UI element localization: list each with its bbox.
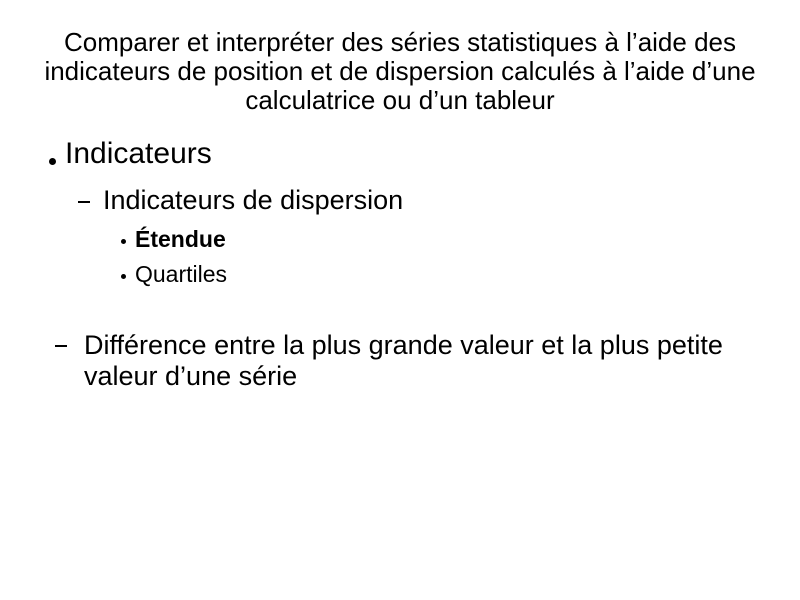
bullet-dot-icon bbox=[121, 239, 126, 244]
bullet-dash-icon bbox=[55, 345, 67, 347]
outline-item-indicateurs-de-dispersion: Indicateurs de dispersion bbox=[103, 185, 404, 215]
outline-item-etendue: Étendue bbox=[135, 226, 226, 252]
bullet-dot-icon bbox=[49, 158, 56, 165]
outline-item-etendue-definition: Différence entre la plus grande valeur et la plus petite valeur d’une série bbox=[84, 330, 723, 391]
outline-item-indicateurs: Indicateurs bbox=[65, 137, 212, 170]
bullet-dash-icon bbox=[78, 201, 90, 203]
bullet-dot-icon bbox=[121, 274, 126, 279]
slide-title: Comparer et interpréter des séries statistiques à l’aide des indicateurs de position et de dispersion calculés à l’aide d’une calculatrice ou d’un tableur bbox=[44, 27, 756, 115]
outline-item-quartiles: Quartiles bbox=[135, 261, 228, 287]
